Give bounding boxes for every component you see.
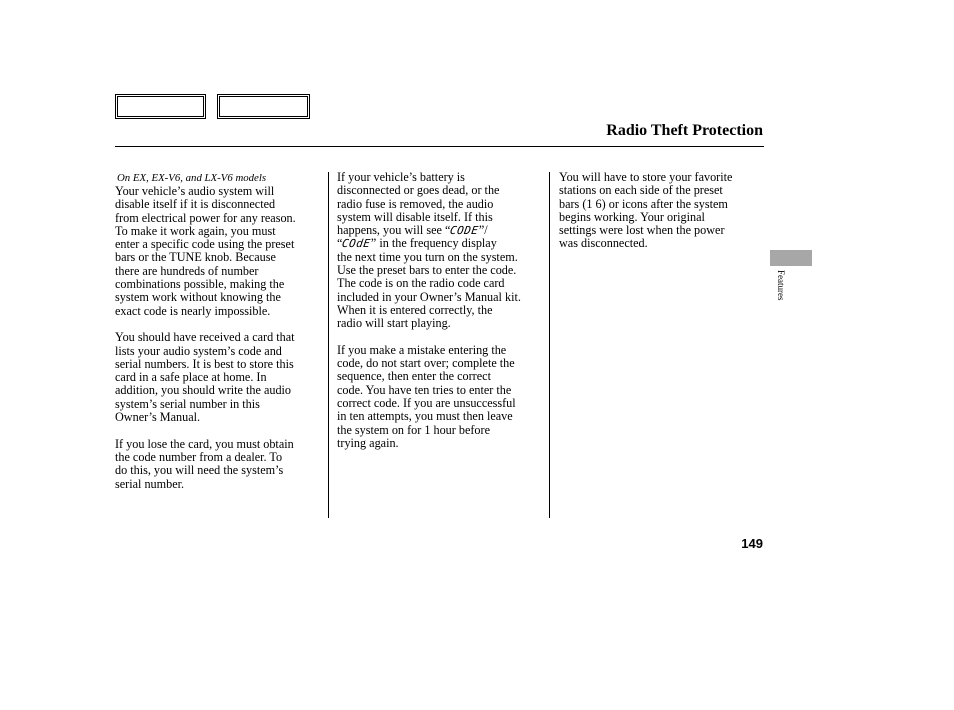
text-line: disconnected or goes dead, or the <box>337 183 500 198</box>
text-fragment: ” in the frequency display <box>370 236 497 251</box>
text-line: the next time you turn on the system. <box>337 249 518 264</box>
text-line: lists your audio system’s code and <box>115 343 282 358</box>
section-tab-label: Features <box>776 270 786 301</box>
text-fragment: happens, you will see “ <box>337 223 451 238</box>
text-line: the system on for 1 hour before <box>337 422 490 437</box>
text-line: combinations possible, making the <box>115 277 285 292</box>
previous-page-button[interactable] <box>115 94 206 119</box>
text-line: trying again. <box>337 435 399 450</box>
text-line: settings were lost when the power <box>559 223 725 238</box>
text-fragment: ”/ <box>478 223 488 238</box>
text-line: Your vehicle’s audio system will <box>115 184 275 198</box>
text-line: To make it work again, you must <box>115 223 276 238</box>
text-line: in ten attempts, you must then leave <box>337 409 513 424</box>
text-line: radio fuse is removed, the audio <box>337 196 494 211</box>
text-line: enter a specific code using the preset <box>115 237 295 252</box>
text-line: from electrical power for any reason. <box>115 210 296 225</box>
text-line: Use the preset bars to enter the code. <box>337 263 517 278</box>
text-line: exact code is nearly impossible. <box>115 303 271 318</box>
text-line: disable itself if it is disconnected <box>115 197 276 212</box>
lcd-code-display: CODE <box>449 224 480 238</box>
text-line: bars (1 6) or icons after the system <box>559 196 728 211</box>
title-rule <box>115 146 764 147</box>
text-line: do this, you will need the system’s <box>115 463 284 478</box>
text-line: system will disable itself. If this <box>337 209 493 224</box>
text-column-3 <box>559 171 764 251</box>
text-line-code <box>337 224 547 237</box>
text-line: stations on each side of the preset <box>559 183 723 198</box>
text-line: serial numbers. It is best to store this <box>115 356 294 371</box>
text-line: If you make a mistake entering the <box>337 342 507 357</box>
text-line: radio will start playing. <box>337 316 451 331</box>
column-divider <box>328 172 329 518</box>
text-line: Owner’s Manual. <box>115 410 201 425</box>
text-line: system work without knowing the <box>115 290 281 305</box>
section-title: Radio Theft Protection <box>606 122 763 139</box>
text-line: You will have to store your favorite <box>559 170 733 184</box>
text-line: addition, you should write the audio <box>115 383 292 398</box>
text-line: begins working. Your original <box>559 209 705 224</box>
text-line: included in your Owner’s Manual kit. <box>337 289 521 304</box>
text-line: code. You have ten tries to enter the <box>337 382 512 397</box>
next-page-button[interactable] <box>217 94 310 119</box>
page-number: 149 <box>741 536 763 551</box>
text-line: correct code. If you are unsuccessful <box>337 396 516 411</box>
text-line: was disconnected. <box>559 236 648 251</box>
text-line: sequence, then enter the correct <box>337 369 491 384</box>
paragraph-gap <box>115 318 323 331</box>
text-line: system’s serial number in this <box>115 396 260 411</box>
text-line: there are hundreds of number <box>115 263 259 278</box>
text-line: serial number. <box>115 476 185 491</box>
section-tab[interactable] <box>770 250 812 266</box>
text-line: If you lose the card, you must obtain <box>115 436 294 451</box>
text-line: You should have received a card that <box>115 330 295 345</box>
text-line: the code number from a dealer. To <box>115 449 283 464</box>
text-line: If your vehicle’s battery is <box>337 170 465 184</box>
paragraph-gap <box>115 424 323 437</box>
text-fragment: “ <box>337 236 343 251</box>
text-line-code <box>337 237 547 250</box>
model-caption: On EX, EX-V6, and LX-V6 models <box>117 172 267 184</box>
text-column-1 <box>115 171 323 491</box>
lcd-code-display-alt: COdE <box>341 237 372 251</box>
text-column-2 <box>337 171 547 450</box>
text-line: card in a safe place at home. In <box>115 370 267 385</box>
text-line: bars or the TUNE knob. Because <box>115 250 276 265</box>
text-line: code, do not start over; complete the <box>337 356 515 371</box>
text-line: The code is on the radio code card <box>337 276 505 291</box>
text-line: When it is entered correctly, the <box>337 302 493 317</box>
paragraph-gap <box>337 331 547 344</box>
column-divider <box>549 172 550 518</box>
